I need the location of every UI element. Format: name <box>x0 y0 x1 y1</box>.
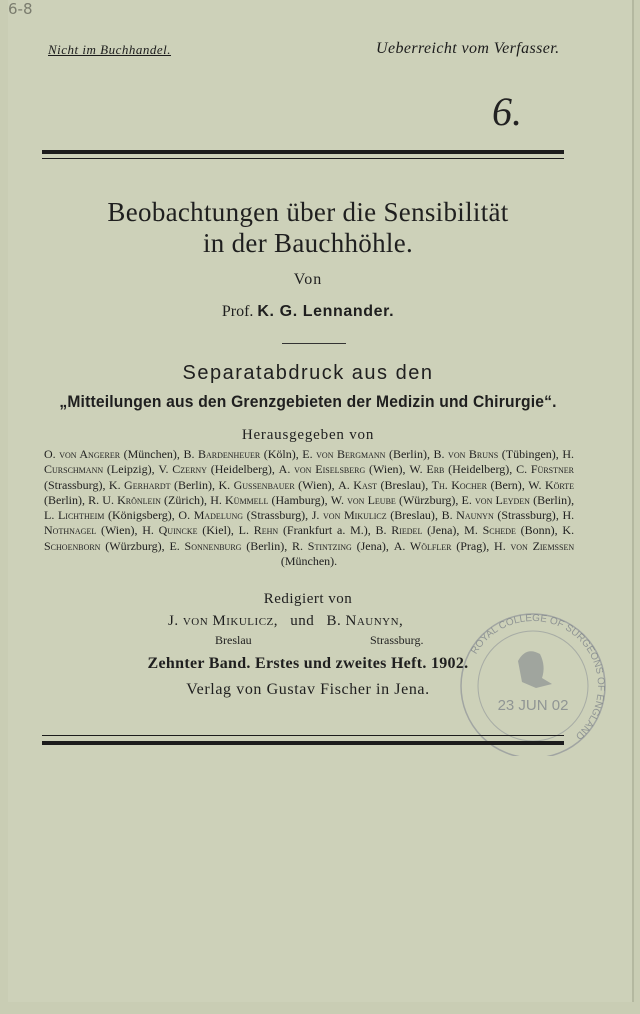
editor-city: (Wien) <box>298 477 332 492</box>
editor-city: (Tübingen) <box>501 447 556 461</box>
editor-name: E. Sonnenburg <box>169 538 242 553</box>
editor-city: (Berlin) <box>44 492 82 507</box>
redacted-by-label: Redigiert von <box>263 591 353 607</box>
redactor-2: B. Naunyn, <box>326 613 404 629</box>
stamp-date: 23 JUN 02 <box>497 697 569 714</box>
bottom-rule-thin <box>42 735 564 736</box>
editor-city: (Bern) <box>490 477 522 492</box>
editor-city: (Breslau) <box>380 477 426 492</box>
editor-name: E. von Leyden <box>461 492 530 507</box>
editor-city: (Prag) <box>456 538 487 553</box>
editor-name: K. Gussenbauer <box>218 477 295 492</box>
editor-name: B. Bardenheuer <box>183 447 261 461</box>
redactor-names <box>168 613 468 630</box>
editor-name: Th. Kocher <box>431 477 488 492</box>
author-line <box>8 303 608 321</box>
editor-city: (Zürich) <box>164 492 205 507</box>
editor-name: H. Quincke <box>142 523 198 538</box>
library-stamp <box>448 606 618 756</box>
editor-name: A. Kast <box>338 477 378 492</box>
editor-name: K. Schoenborn <box>44 523 575 553</box>
document-page <box>8 0 632 1002</box>
editor-name: W. Körte <box>528 477 575 492</box>
redactor-1: J. von Mikulicz, <box>168 613 278 629</box>
editor-city: (Berlin) <box>533 492 572 507</box>
editor-name: W. Erb <box>409 462 445 477</box>
redactor-2-city: Strassburg. <box>370 633 424 647</box>
editor-name: E. von Bergmann <box>302 447 386 461</box>
editor-city: (Kiel) <box>202 523 231 538</box>
publisher-line: Verlag von Gustav Fischer in Jena. <box>186 681 430 698</box>
editor-city: (Wien) <box>100 523 135 538</box>
editor-city: (Leipzig) <box>106 462 152 477</box>
editor-name: M. Schede <box>464 523 516 538</box>
editor-city: (Königsberg) <box>108 508 172 523</box>
title-line-2: in der Bauchhöhle. <box>202 228 414 258</box>
editor-city: (Jena) <box>427 523 457 538</box>
editor-name: V. Czerny <box>158 462 207 477</box>
editor-city: (Bonn) <box>520 523 555 538</box>
offprint-label: Separatabdruck aus den <box>182 362 434 384</box>
editor-city: (Berlin) <box>388 447 427 461</box>
editor-city: (München) <box>280 554 335 569</box>
handwritten-number: 6. <box>492 89 522 134</box>
editors-list: O. von Angerer (München), B. Bardenheuer (Köln), E. von Bergmann (Berlin), B. von Bruns (Tübingen), H. Curschmann (Leipzig), V. Czerny (Heidelberg), A. von Eiselsberg (Wien), W. Erb (Heidelberg), C. Fürstner (Strassburg), K. Gerhardt (Berlin), K. Gussenbauer (Wien), A. Kast (Breslau), Th. Kocher (Bern), W. Körte (Berlin), R. U. Krönlein (Zürich), H. Kümmell (Hamburg), W. von Leube (Würzburg), E. von Leyden (Berlin), L. Lichtheim (Königsberg), O. Madelung (Strassburg), J. von Mikulicz (Breslau), B. Naunyn (Strassburg), H. Nothnagel (Wien), H. Quincke (Kiel), L. Rehn (Frankfurt a. M.), B. Riedel (Jena), M. Schede (Bonn), K. Schoenborn (Würzburg), E. Sonnenburg (Berlin), R. Stintzing (Jena), A. Wölfler (Prag), H. von Ziemssen (München). <box>44 447 575 569</box>
editor-name: C. Fürstner <box>516 462 574 477</box>
editor-city: (Würzburg) <box>105 538 162 553</box>
presented-by-author-note: Ueberreicht vom Verfasser. <box>376 40 560 57</box>
editor-name: L. Rehn <box>238 523 279 538</box>
editor-name: O. Madelung <box>178 508 244 523</box>
editor-city: (Breslau) <box>390 508 435 523</box>
redactor-connector: und <box>290 613 315 629</box>
editor-name: H. von Ziemssen <box>494 538 575 553</box>
editor-name: A. Wölfler <box>393 538 452 553</box>
not-for-sale-note: Nicht im Buchhandel. <box>48 42 172 57</box>
editor-name: A. von Eiselsberg <box>278 462 366 477</box>
editor-city: (Jena) <box>356 538 386 553</box>
redactor-1-city: Breslau <box>215 633 252 647</box>
editor-name: R. Stintzing <box>292 538 352 553</box>
editor-city: (München) <box>123 447 177 461</box>
editor-name: H. Curschmann <box>44 447 574 477</box>
editor-name: B. von Bruns <box>433 447 499 461</box>
editor-city: (Strassburg) <box>497 508 556 523</box>
editor-name: W. von Leube <box>330 492 396 507</box>
editor-city: (Hamburg) <box>271 492 325 507</box>
editor-city: (Strassburg) <box>246 508 306 523</box>
editor-name: R. U. Krönlein <box>88 492 161 507</box>
editor-city: (Heidelberg) <box>210 462 272 477</box>
edited-by-label: Herausgegeben von <box>241 427 375 443</box>
author-prefix: Prof. <box>221 303 254 320</box>
editor-name: J. von Mikulicz <box>311 508 387 523</box>
editor-name: K. Gerhardt <box>108 477 171 492</box>
journal-title: „Mitteilungen aus den Grenzgebieten der Medizin und Chirurgie“. <box>59 392 557 411</box>
editor-name: B. Riedel <box>375 523 423 538</box>
by-label: Von <box>293 271 323 288</box>
bottom-rule-thick <box>42 741 564 745</box>
editor-city: (Köln) <box>263 447 296 461</box>
pencil-mark: 6-8 <box>8 0 33 18</box>
editor-city: (Heidelberg) <box>448 462 510 477</box>
editor-city: (Wien) <box>369 462 403 477</box>
author-name: K. G. Lennander. <box>257 303 395 320</box>
editor-name: B. Naunyn <box>441 508 494 523</box>
top-rule-thick <box>42 150 564 154</box>
editor-city: (Würzburg) <box>398 492 456 507</box>
editor-city: (Berlin) <box>173 477 212 492</box>
top-rule-thin <box>42 158 564 159</box>
editor-city: (Frankfurt a. M.) <box>282 523 368 538</box>
editor-name: H. Nothnagel <box>44 508 575 538</box>
editor-name: O. von Angerer <box>44 447 121 461</box>
editor-name: L. Lichtheim <box>44 508 105 523</box>
editor-name: H. Kümmell <box>210 492 269 507</box>
editor-city: (Berlin) <box>246 538 285 553</box>
editor-city: (Strassburg) <box>44 477 103 492</box>
title-line-1: Beobachtungen über die Sensibilität <box>107 197 509 227</box>
stamp-emblem-icon <box>518 651 552 688</box>
short-divider <box>282 343 346 344</box>
stamp-ring-text: ROYAL COLLEGE OF SURGEONS OF ENGLAND <box>469 612 607 742</box>
volume-line: Zehnter Band. Erstes und zweites Heft. 1902. <box>147 655 469 672</box>
